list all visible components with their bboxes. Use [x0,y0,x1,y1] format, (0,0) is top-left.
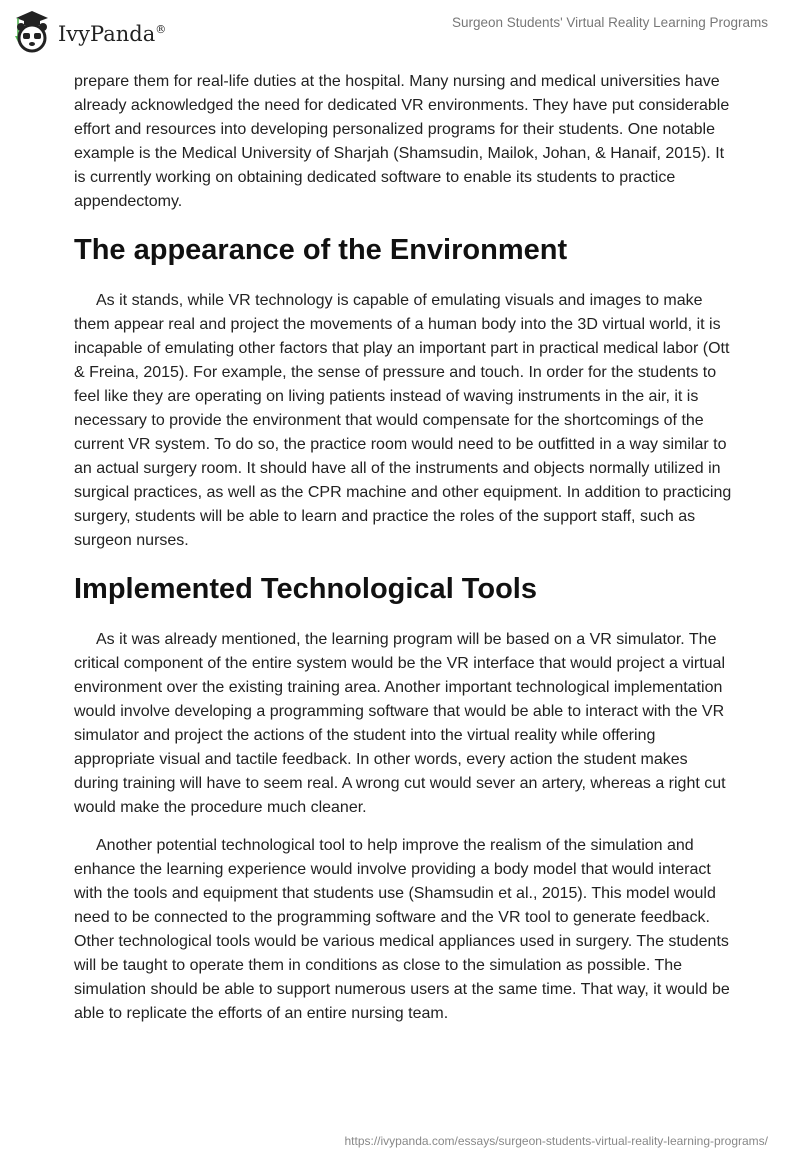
brand-name: IvyPanda® [58,22,167,46]
section-heading: Implemented Technological Tools [74,573,537,605]
document-title: Surgeon Students' Virtual Reality Learning Programs [451,15,768,30]
essay-content [74,70,734,1040]
source-url[interactable]: https://ivypanda.com/essays/surgeon-students-virtual-reality-learning-programs/ [344,1134,768,1148]
section-heading: The appearance of the Environment [74,234,568,266]
paragraph: prepare them for real-life duties at the hospital. Many nursing and medical universities have already acknowledged the need for dedicated VR environments. They have put considerable effort and resources into developing personalized programs for their students. One notable example is the Medical University of Sharjah (Shamsudin, Mailok, Johan, & Hanaif, 2015). It is currently working on obtaining dedicated software to enable its students to practice appendectomy. [74,73,730,210]
paragraph: As it was already mentioned, the learning program will be based on a VR simulator. The critical component of the entire system would be the VR interface that would project a virtual environment over the existing training area. Another important technological implementation would involve developing a programming software that would be able to interact with the VR simulator and project the actions of the student into the virtual reality while offering appropriate visual and tactile feedback. In other words, every action the student makes during training will have to seem real. A wrong cut would sever an artery, whereas a right cut would make the procedure much cleaner. [74,631,726,816]
paragraph: As it stands, while VR technology is capable of emulating visuals and images to make them appear real and project the movements of a human body into the 3D virtual world, it is incapable of emulating other factors that play an important part in practical medical labor (Ott & Freina, 2015). For example, the sense of pressure and touch. In order for the students to feel like they are operating on living patients instead of waving instruments in the air, it is necessary to provide the environment that would compensate for the shortcomings of the current VR system. To do so, the practice room would need to be outfitted in a way similar to an actual surgery room. It should have all of the instruments and objects normally utilized in surgical practices, as well as the CPR machine and other equipment. In addition to practicing surgery, students will be able to learn and practice the roles of the support staff, such as surgeon nurses. [74,292,732,549]
panda-graduate-icon [12,8,52,54]
paragraph: Another potential technological tool to help improve the realism of the simulation and enhance the learning experience would involve providing a body model that would interact with the tools and equipment that students use (Shamsudin et al., 2015). This model would need to be connected to the programming software and the VR tool to generate feedback. Other technological tools would be various medical appliances used in surgery. The students will be taught to operate them in conditions as close to the simulation as possible. The simulation should be able to support numerous users at the same time. That way, it would be able to replicate the efforts of an entire nursing team. [74,837,730,1022]
ivypanda-logo[interactable] [12,8,166,54]
page-header [0,0,800,60]
